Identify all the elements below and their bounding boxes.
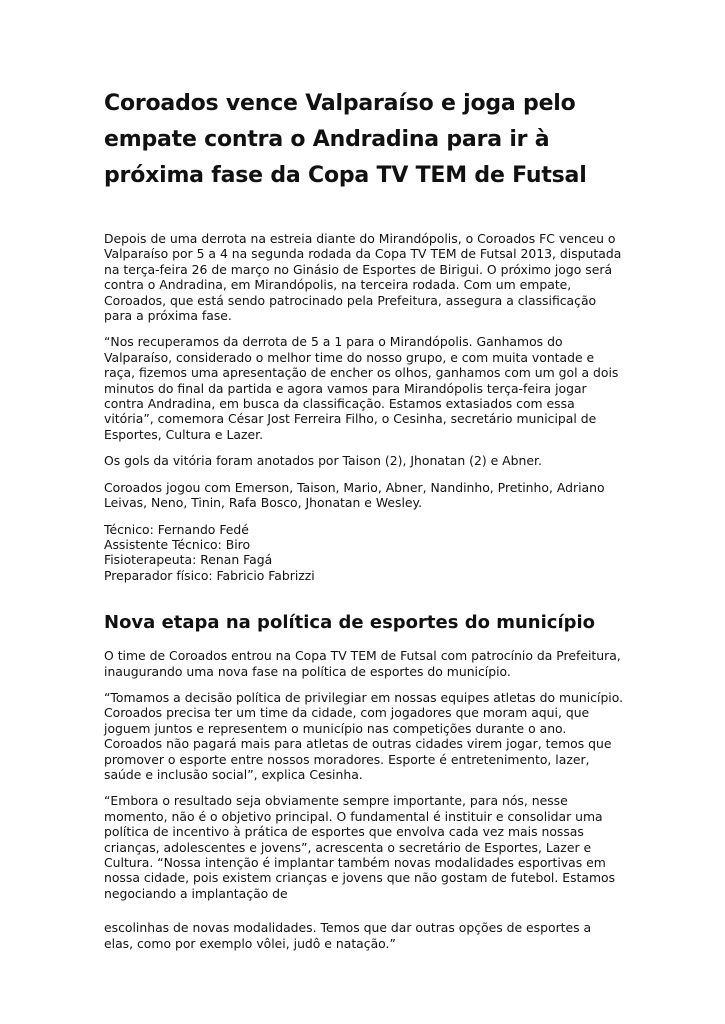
staff-line: Assistente Técnico: Biro (104, 536, 251, 552)
article-paragraph: Os gols da vitória foram anotados por Taison (2), Jhonatan (2) e Abner. (104, 453, 542, 469)
section-paragraph: “Tomamos a decisão política de privilegiar em nossas equipes atletas do município. Coroados precisa ter um time da cidade, com jogadores que moram aqui, que joguem juntos e representem o município nas competições durante o ano. Coroados não pagará mais para atletas de outras cidades virem jogar, temos que promover o esporte entre nossos moradores. Esporte é entretenimento, lazer, saúde e inclusão social”, explica Cesinha. (104, 689, 624, 782)
staff-line: Técnico: Fernando Fedé (104, 521, 249, 537)
section-paragraph: “Embora o resultado seja obviamente sempre importante, para nós, nesse momento, não é o objetivo principal. O fundamental é instituir e consolidar uma política de incentivo à prática de esportes que envolva cada vez mais nossas crianças, adolescentes e jovens”, acrescenta o secretário de Esportes, Lazer e Cultura. “Nossa intenção é implantar também novas modalidades esportivas em nossa cidade, pois existem crianças e jovens que não gostam de futebol. Estamos negociando a implantação de (104, 793, 616, 901)
section-paragraph: O time de Coroados entrou na Copa TV TEM de Futsal com patrocínio da Prefeitura, inaugurando uma nova fase na política de esportes do município. (104, 648, 621, 679)
article-paragraph: “Nos recuperamos da derrota de 5 a 1 para o Mirandópolis. Ganhamos do Valparaíso, considerado o melhor time do nosso grupo, e com muita vontade e raça, fizemos uma apresentação de encher os olhos, ganhamos com um gol a dois minutos do final da partida e agora vamos para Mirandópolis terça-feira jogar contra Andradina, em busca da classificação. Estamos extasiados com essa vitória”, comemora César Jost Ferreira Filho, o Cesinha, secretário municipal de Esportes, Cultura e Lazer. (104, 334, 619, 442)
article-paragraph: Coroados jogou com Emerson, Taison, Mario, Abner, Nandinho, Pretinho, Adriano Leivas, Neno, Tinin, Rafa Bosco, Jhonatan e Wesley. (104, 479, 605, 511)
staff-line: Preparador físico: Fabricio Fabrizzi (104, 567, 315, 583)
article-paragraph: Depois de uma derrota na estreia diante do Mirandópolis, o Coroados FC venceu o Valparaíso por 5 a 4 na segunda rodada da Copa TV TEM de Futsal 2013, disputada na terça-feira 26 de março no Ginásio de Esportes de Birigui. O próximo jogo será contra o Andradina, em Mirandópolis, na terceira rodada. Com um empate, Coroados, que está sendo patrocinado pela Prefeitura, assegura a classificação para a próxima fase. (104, 231, 622, 324)
article-title: Coroados vence Valparaíso e joga pelo empate contra o Andradina para ir à próxima fase da Copa TV TEM de Futsal (104, 91, 587, 188)
staff-line: Fisioterapeuta: Renan Fagá (104, 552, 273, 568)
section-heading: Nova etapa na política de esportes do município (104, 612, 596, 634)
document-page (104, 86, 624, 951)
staff-list (104, 522, 624, 584)
section-paragraph: escolinhas de novas modalidades. Temos que dar outras opções de esportes a elas, como por exemplo vôlei, judô e natação.” (104, 920, 592, 951)
